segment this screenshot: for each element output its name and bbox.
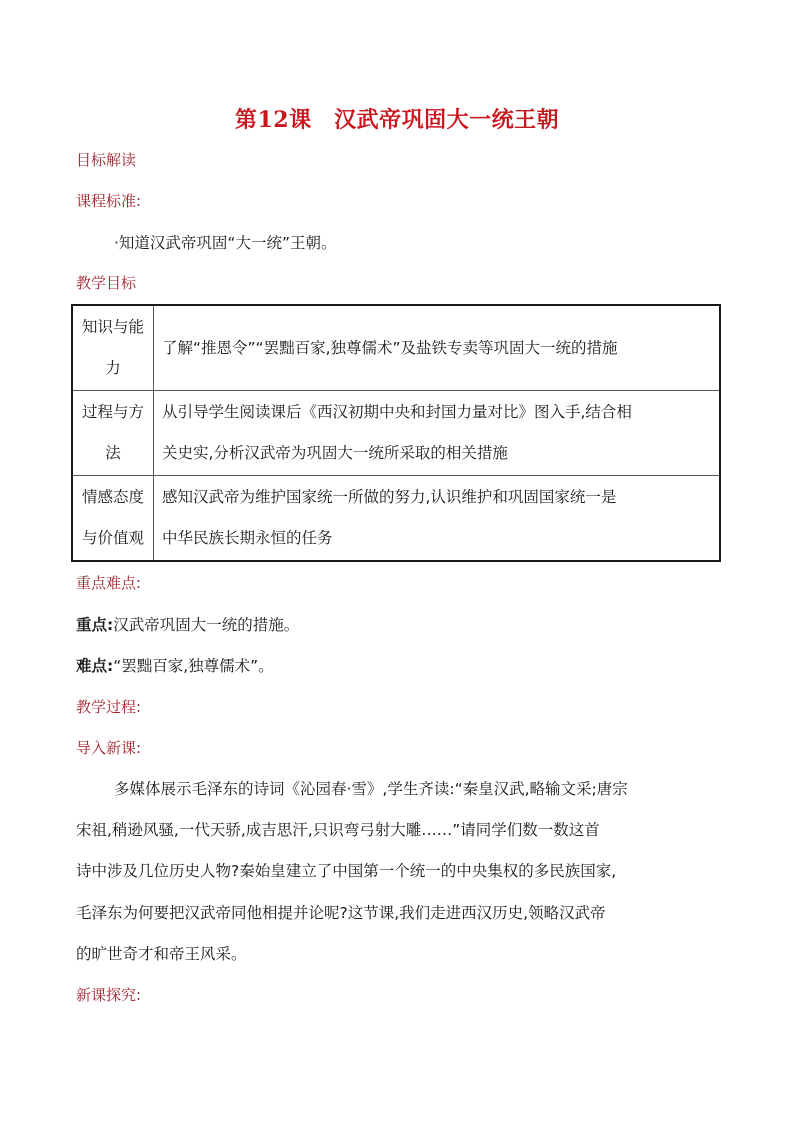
label-line: 力 (105, 359, 121, 377)
table-cell-content (154, 391, 721, 476)
label-line: 与价值观 (81, 529, 144, 547)
difficult-label: 难点: (76, 657, 114, 675)
intro-line: 宋祖,稍逊风骚,一代天骄,成吉思汗,只识弯弓射大雕……”请同学们数一数这首 (76, 821, 600, 839)
title-number: 12 (257, 107, 290, 133)
objectives-table (71, 304, 721, 562)
goal-reading-heading: 目标解读 (76, 151, 137, 169)
lesson-title (0, 103, 794, 134)
difficult-text: “罢黜百家,独尊儒术”。 (113, 657, 274, 675)
curriculum-standard-text: ·知道汉武帝巩固“大一统”王朝。 (114, 234, 337, 252)
table-cell-content (154, 305, 721, 391)
intro-line: 诗中涉及几位历史人物?秦始皇建立了中国第一个统一的中央集权的多民族国家, (76, 862, 617, 880)
label-line: 过程与方 (81, 403, 144, 421)
difficult-point (76, 654, 274, 676)
table-row (72, 305, 720, 391)
content-line: 从引导学生阅读课后《西汉初期中央和封国力量对比》图入手,结合相 (162, 403, 632, 421)
key-difficult-heading: 重点难点: (76, 574, 142, 592)
key-label: 重点: (76, 616, 114, 634)
new-lesson-heading: 新课探究: (76, 986, 142, 1004)
key-point (76, 613, 299, 635)
table-cell-label (72, 391, 154, 476)
table-cell-label (72, 305, 154, 391)
key-text: 汉武帝巩固大一统的措施。 (113, 616, 300, 634)
content-line: 关史实,分析汉武帝为巩固大一统所采取的相关措施 (162, 444, 508, 462)
table-row (72, 391, 720, 476)
content-line: 了解“推恩令”“罢黜百家,独尊儒术”及盐铁专卖等巩固大一统的措施 (162, 338, 618, 357)
content-line: 感知汉武帝为维护国家统一所做的努力,认识维护和巩固国家统一是 (162, 488, 617, 506)
label-line: 知识与能 (81, 318, 144, 336)
intro-line: 的旷世奇才和帝王风采。 (76, 945, 247, 963)
table-cell-content (154, 476, 721, 562)
title-suffix: 课 汉武帝巩固大一统王朝 (289, 108, 560, 133)
table-cell-label (72, 476, 154, 562)
title-prefix: 第 (234, 108, 258, 133)
teaching-process-heading: 教学过程: (76, 698, 142, 716)
label-line: 法 (105, 444, 121, 462)
label-line: 情感态度 (81, 488, 144, 506)
intro-line: 多媒体展示毛泽东的诗词《沁园春·雪》,学生齐读:“秦皇汉武,略输文采;唐宗 (114, 780, 628, 798)
curriculum-standard-heading: 课程标准: (76, 192, 142, 210)
intro-line: 毛泽东为何要把汉武帝同他相提并论呢?这节课,我们走进西汉历史,领略汉武帝 (76, 904, 606, 922)
intro-heading: 导入新课: (76, 739, 142, 757)
content-line: 中华民族长期永恒的任务 (162, 529, 333, 547)
table-row (72, 476, 720, 562)
teaching-goals-heading: 教学目标 (76, 274, 137, 292)
